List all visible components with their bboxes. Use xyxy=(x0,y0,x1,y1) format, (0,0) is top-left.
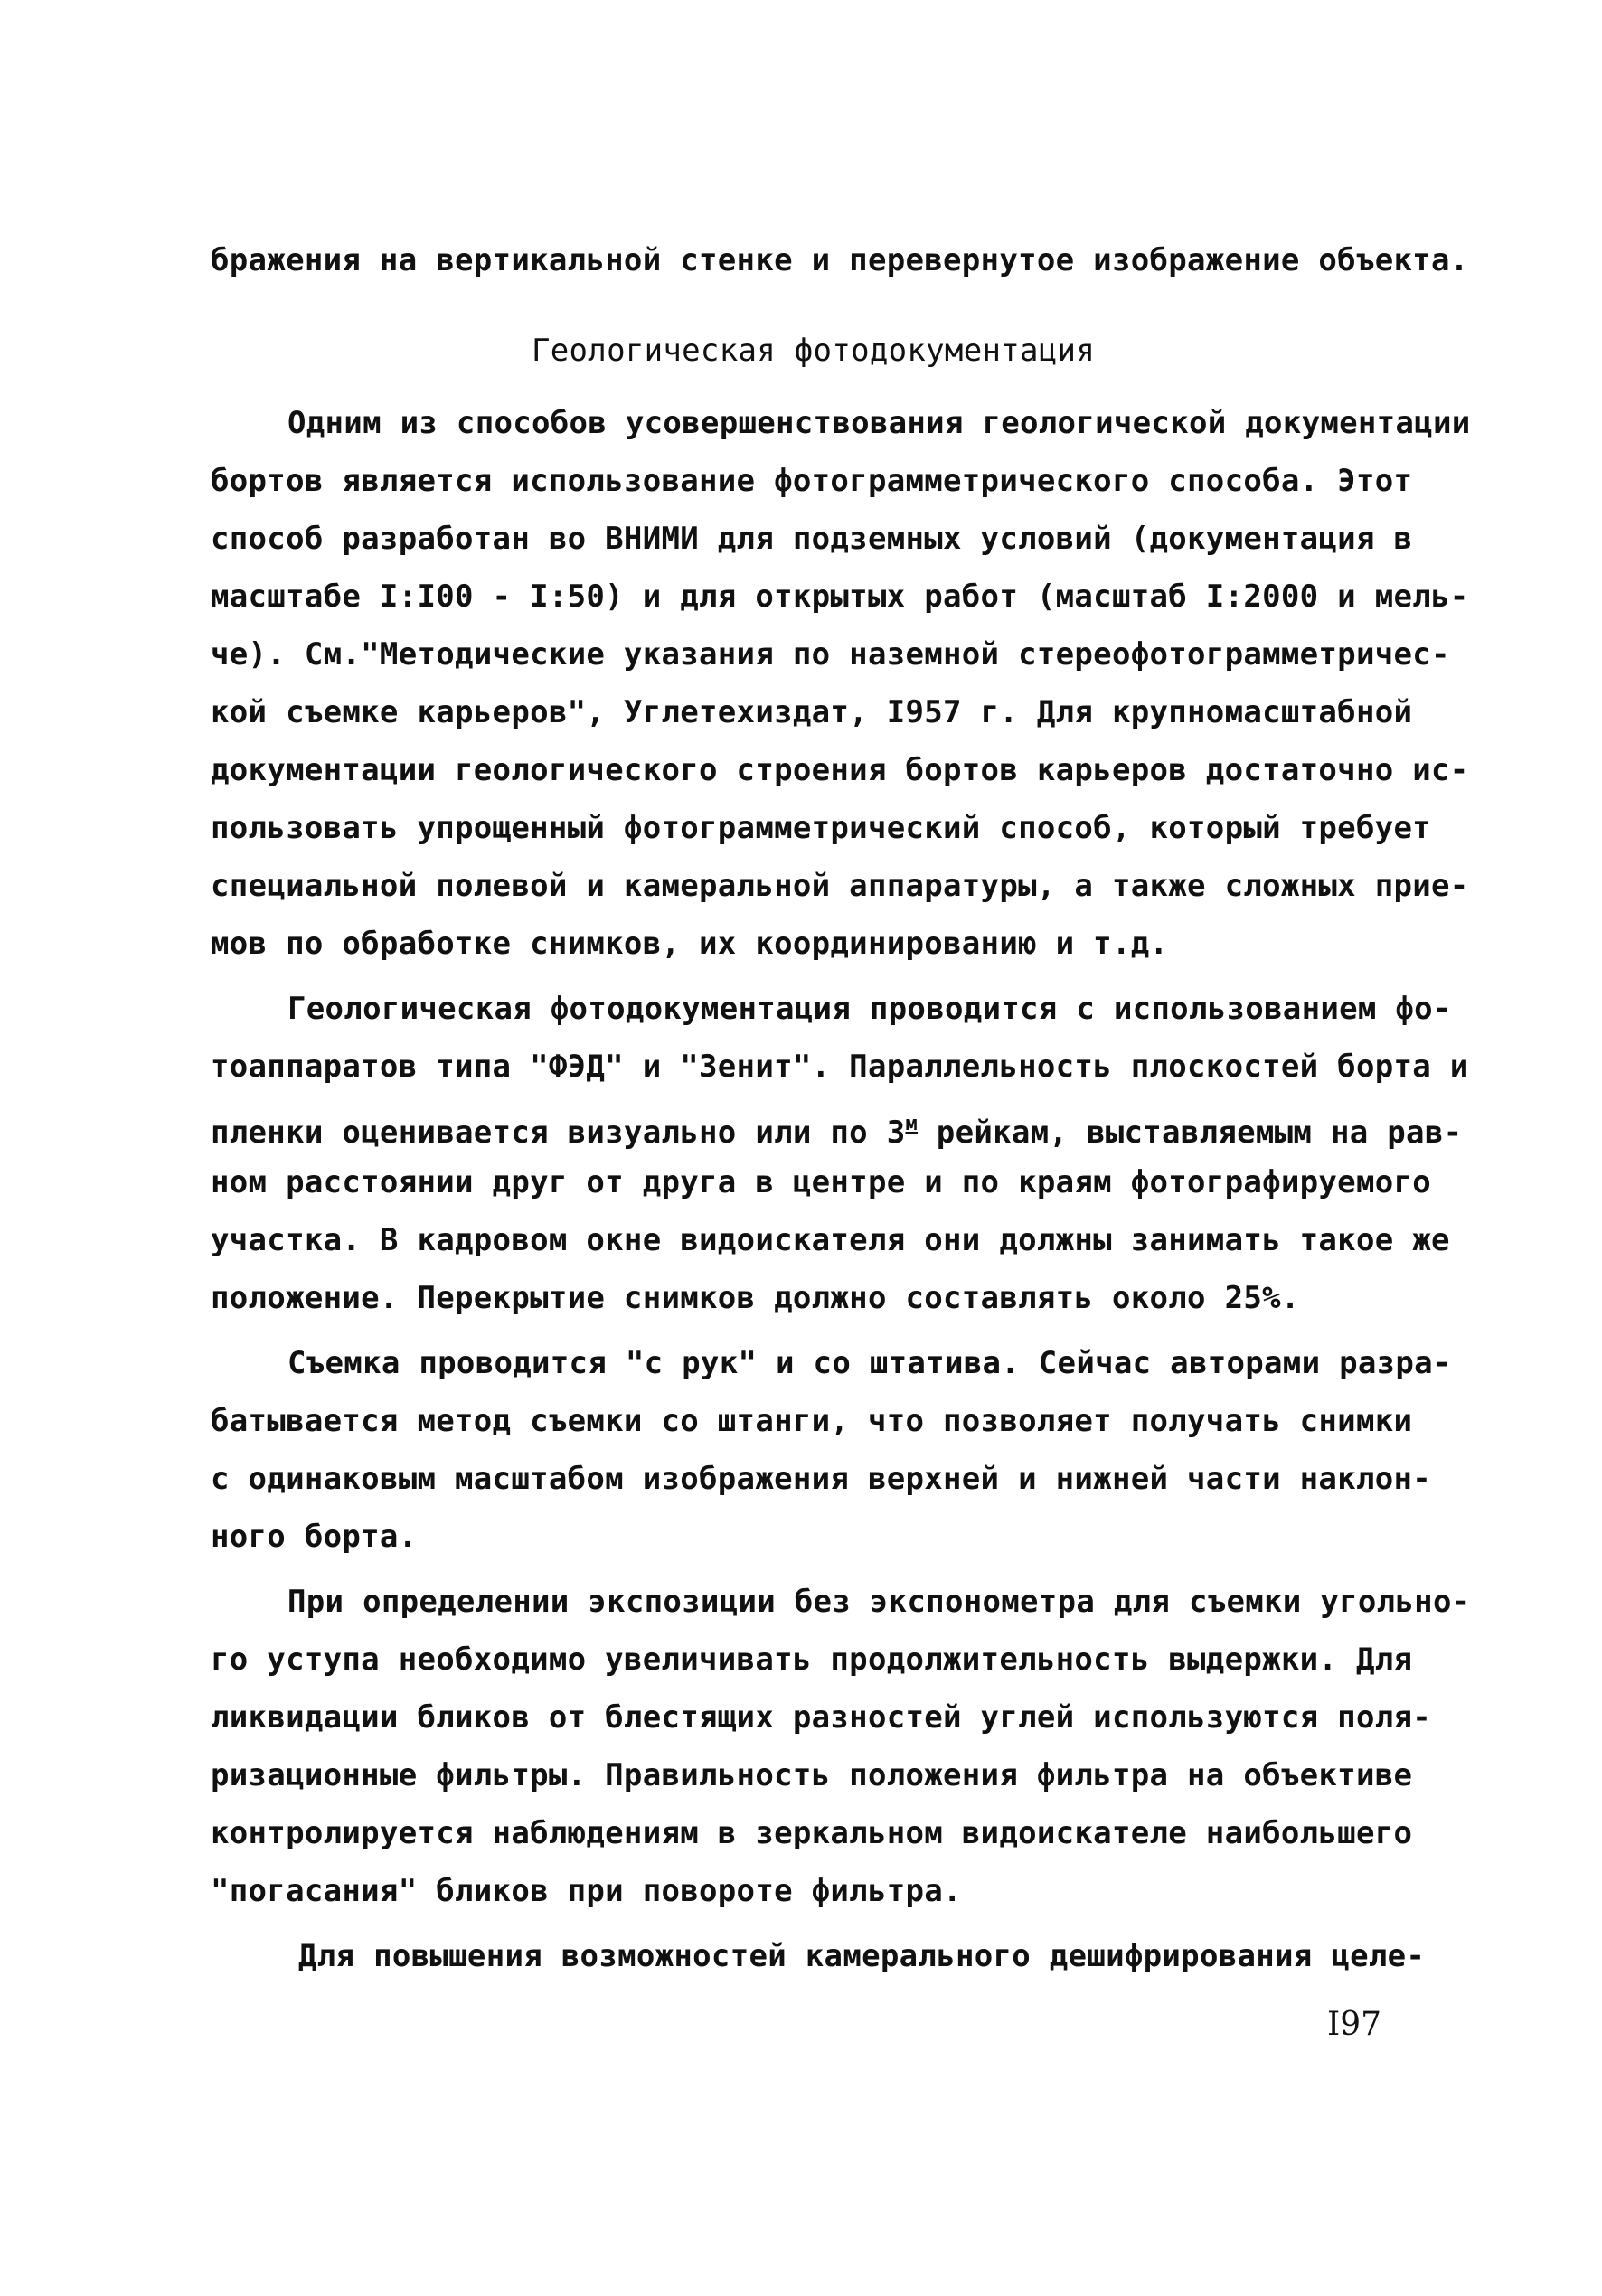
text-line: мов по обработке снимков, их координированию и т.д. xyxy=(211,926,1169,962)
text-line: тоаппаратов типа "ФЭД" и "Зенит". Параллельность плоскостей борта и xyxy=(211,1049,1469,1085)
text-line: участка. В кадровом окне видоискателя они должны занимать такое же xyxy=(211,1222,1450,1258)
text-line: ном расстоянии друг от друга в центре и по краям фотографируемого xyxy=(211,1164,1432,1200)
text-line: способ разработан во ВНИМИ для подземных условий (документация в xyxy=(211,521,1413,557)
text-line: специальной полевой и камеральной аппаратуры, а также сложных прие- xyxy=(211,868,1469,904)
text-line: батывается метод съемки со штанги, что позволяет получать снимки xyxy=(211,1403,1413,1439)
text-line: бортов является использование фотограмметрического способа. Этот xyxy=(211,463,1413,499)
text-line: че). См."Методические указания по наземной стереофотограмметричес- xyxy=(211,636,1450,673)
text-line: Для повышения возможностей камерального дешифрирования целе- xyxy=(298,1938,1426,1974)
text-line: Геологическая фотодокументация проводится с использованием фо- xyxy=(287,991,1452,1027)
section-heading: Геологическая фотодокументация xyxy=(532,333,1096,369)
text-line: ного борта. xyxy=(211,1519,418,1555)
text-line: ликвидации бликов от блестящих разностей углей используются поля- xyxy=(211,1699,1432,1736)
text-line: с одинаковым масштабом изображения верхней и нижней части наклон- xyxy=(211,1461,1432,1497)
text-line: Одним из способов усовершенствования геологической документации xyxy=(287,405,1471,441)
text-fragment: рейкам, выставляемым на рав- xyxy=(918,1115,1463,1151)
text-line: положение. Перекрытие снимков должно составлять около 25%. xyxy=(211,1280,1300,1316)
text-line: го уступа необходимо увеличивать продолжительность выдержки. Для xyxy=(211,1642,1413,1678)
text-line: масштабе I:I00 - I:50) и для открытых работ (масштаб I:2000 и мель- xyxy=(211,579,1469,615)
text-line: ризационные фильтры. Правильность положения фильтра на объективе xyxy=(211,1757,1413,1793)
text-line: бражения на вертикальной стенке и перевернутое изображение объекта. xyxy=(211,242,1469,278)
text-line: пользовать упрощенный фотограмметрический способ, который требует xyxy=(211,810,1432,846)
page-number: I97 xyxy=(1327,2006,1382,2043)
text-line: кой съемке карьеров", Углетехиздат, I957 г. Для крупномасштабной xyxy=(211,694,1413,730)
superscript: м xyxy=(905,1113,919,1135)
text-line: документации геологического строения бортов карьеров достаточно ис- xyxy=(211,752,1469,788)
text-line: При определении экспозиции без экспонометра для съемки угольно- xyxy=(287,1584,1471,1620)
text-line-with-superscript xyxy=(211,1106,1462,1151)
text-line: контролируется наблюдениям в зеркальном видоискателе наибольшего xyxy=(211,1815,1413,1851)
text-line: Съемка проводится "с рук" и со штатива. Сейчас авторами разра- xyxy=(287,1345,1452,1381)
text-line: "погасания" бликов при повороте фильтра. xyxy=(211,1873,962,1909)
text-fragment: пленки оценивается визуально или по 3 xyxy=(211,1115,906,1151)
